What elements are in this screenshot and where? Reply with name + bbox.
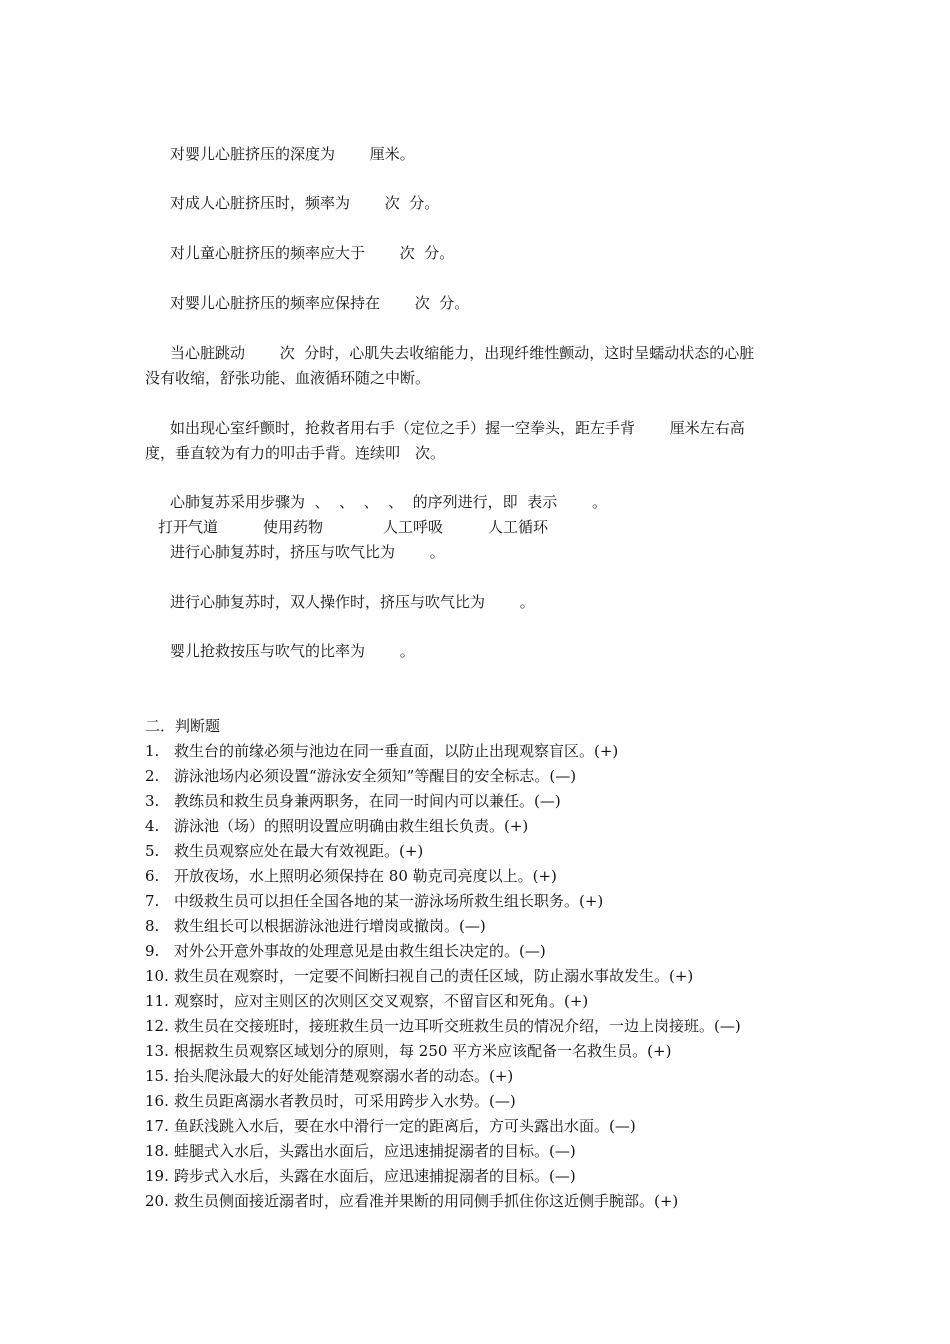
fill-question-precordial-thump-line2: 度，垂直较为有力的叩击手背。连续叩 次。 [145,444,446,462]
item-number: 17. [145,1117,169,1135]
item-number: 3. [145,792,160,810]
item-text: 救生员侧面接近溺者时，应看准并果断的用同侧手抓住你这近侧手腕部。(+) [174,1192,679,1210]
item-number: 1. [145,742,160,760]
item-text: 救生台的前缘必须与池边在同一垂直面，以防止出现观察盲区。(+) [174,742,619,760]
fill-question-fibrillation-line1: 当心脏跳动 次 分时，心肌失去收缩能力，出现纤维性颤动，这时呈蠕动状态的心脏 [170,344,755,362]
item-number: 15. [145,1067,169,1085]
item-text: 救生员距离溺水者教员时，可采用跨步入水势。(—) [174,1092,516,1110]
item-text: 观察时，应对主则区的次则区交叉观察，不留盲区和死角。(+) [174,992,589,1010]
item-text: 开放夜场，水上照明必须保持在 80 勒克司亮度以上。(+) [174,867,557,885]
item-text: 对外公开意外事故的处理意见是由救生组长决定的。(—) [174,942,546,960]
item-number: 5. [145,842,160,860]
item-number: 7. [145,892,160,910]
item-number: 2. [145,767,160,785]
item-number: 12. [145,1017,169,1035]
item-text: 中级救生员可以担任全国各地的某一游泳场所救生组长职务。(+) [174,892,604,910]
fill-question-fibrillation-line2: 没有收缩，舒张功能、血液循环随之中断。 [145,369,431,387]
fill-question-infant-ratio: 婴儿抢救按压与吹气的比率为 。 [170,642,415,660]
item-number: 8. [145,917,160,935]
item-text: 抬头爬泳最大的好处能清楚观察溺水者的动态。(+) [174,1067,514,1085]
item-number: 19. [145,1167,169,1185]
item-text: 救生组长可以根据游泳池进行增岗或撤岗。(—) [174,917,486,935]
item-number: 9. [145,942,160,960]
fill-question-cpr-steps: 心肺复苏采用步骤为 、 、 、 、 的序列进行，即 表示 。 [170,493,607,511]
item-number: 13. [145,1042,169,1060]
section-heading-true-false: 二．判断题 [145,717,221,735]
item-number: 10. [145,967,169,985]
item-number: 6. [145,867,160,885]
fill-question-infant-depth: 对婴儿心脏挤压的深度为 厘米。 [170,145,415,163]
item-text: 救生员观察应处在最大有效视距。(+) [174,842,424,860]
fill-question-two-person-ratio: 进行心肺复苏时，双人操作时，挤压与吹气比为 。 [170,593,535,611]
item-text: 教练员和救生员身兼两职务，在同一时间内可以兼任。(—) [174,792,561,810]
item-number: 20. [145,1192,169,1210]
item-number: 4. [145,817,160,835]
fill-question-adult-rate: 对成人心脏挤压时，频率为 次 分。 [170,194,440,212]
item-text: 游泳池（场）的照明设置应明确由救生组长负责。(+) [174,817,529,835]
item-text: 跨步式入水后，头露在水面后，应迅速捕捉溺者的目标。(—) [174,1167,576,1185]
item-text: 蛙腿式入水后，头露出水面后，应迅速捕捉溺者的目标。(—) [174,1142,576,1160]
item-number: 16. [145,1092,169,1110]
item-text: 鱼跃浅跳入水后，要在水中滑行一定的距离后，方可头露出水面。(—) [174,1117,636,1135]
item-text: 游泳池场内必须设置“游泳安全须知”等醒目的安全标志。(—) [174,767,577,785]
item-number: 11. [145,992,169,1010]
item-text: 救生员在观察时，一定要不间断扫视自己的责任区域，防止溺水事故发生。(+) [174,967,694,985]
fill-question-child-rate: 对儿童心脏挤压的频率应大于 次 分。 [170,244,455,262]
fill-question-precordial-thump-line1: 如出现心室纤颤时，抢救者用右手（定位之手）握一空拳头，距左手背 厘米左右高 [170,419,745,437]
item-text: 根据救生员观察区域划分的原则，每 250 平方米应该配备一名救生员。(+) [174,1042,672,1060]
fill-question-infant-rate: 对婴儿心脏挤压的频率应保持在 次 分。 [170,294,470,312]
cpr-step-options: 打开气道 使用药物 人工呼吸 人工循环 [158,518,549,536]
item-text: 救生员在交接班时，接班救生员一边耳听交班救生员的情况介绍，一边上岗接班。(—) [174,1017,741,1035]
item-number: 18. [145,1142,169,1160]
fill-question-cpr-ratio: 进行心肺复苏时，挤压与吹气比为 。 [170,543,445,561]
